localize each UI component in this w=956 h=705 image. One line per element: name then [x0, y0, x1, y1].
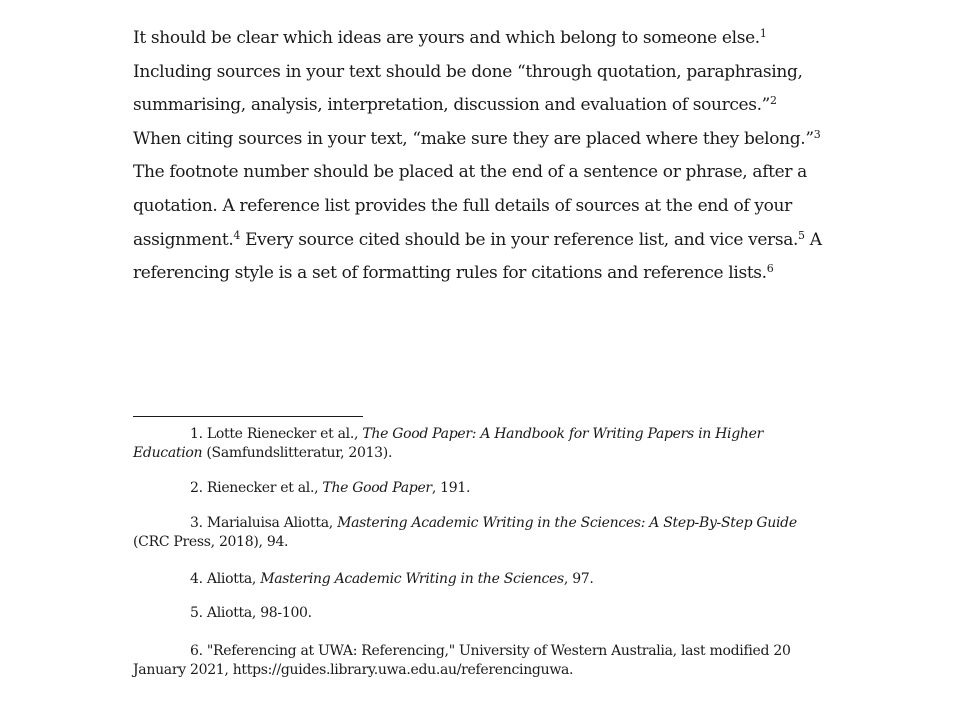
- footnote-title: Mastering Academic Writing in the Sciences: A Step-By-Step Guide: [337, 515, 797, 531]
- footnote-text: (CRC Press, 2018), 94.: [133, 534, 289, 550]
- footnote-2: [133, 479, 823, 498]
- sentence-2: Including sources in your text should be done “through quotation, paraphrasing, summarising, analysis, interpretation, discussion and evaluation of sources.”: [133, 61, 803, 116]
- footnote-ref-2[interactable]: 2: [770, 94, 777, 108]
- footnote-ref-4[interactable]: 4: [233, 228, 241, 242]
- footnote-ref-3[interactable]: 3: [813, 127, 821, 141]
- footnote-text: 2. Rienecker et al.,: [190, 480, 323, 496]
- footnote-text: 3. Marialuisa Aliotta,: [190, 515, 338, 531]
- sentence-6: A referencing style is a set of formatting rules for citations and reference lists.: [133, 229, 822, 284]
- footnote-ref-6[interactable]: 6: [766, 262, 774, 276]
- sentence-5: Every source cited should be in your reference list, and vice versa.: [240, 229, 799, 250]
- footnote-5: [133, 604, 823, 623]
- footnote-4: [133, 570, 823, 589]
- footnote-ref-5[interactable]: 5: [798, 228, 805, 242]
- body-paragraph: [133, 22, 823, 291]
- footnote-title: The Good Paper: A Handbook for Writing Papers in Higher Education: [133, 426, 763, 461]
- footnote-text: 6. "Referencing at UWA: Referencing," University of Western Australia, last modified 20 January 2021, https://guides.library.uwa.edu.au/referencinguwa.: [133, 643, 791, 678]
- footnote-text: , 191.: [431, 480, 471, 496]
- footnote-title: Mastering Academic Writing in the Sciences: [260, 571, 564, 587]
- sentence-3: When citing sources in your text, “make sure they are placed where they belong.”: [133, 128, 814, 149]
- footnote-text: , 97.: [563, 571, 594, 587]
- footnote-text: 5. Aliotta, 98-100.: [190, 605, 312, 621]
- footnote-ref-1[interactable]: 1: [759, 27, 767, 40]
- footnote-title: The Good Paper: [322, 480, 432, 496]
- sentence-1: It should be clear which ideas are yours and which belong to someone else.: [133, 28, 760, 48]
- footnote-6: [133, 642, 823, 680]
- footnote-3: [133, 514, 823, 552]
- footnote-text: 1. Lotte Rienecker et al.,: [190, 426, 363, 442]
- sentence-4: The footnote number should be placed at the end of a sentence or phrase, after a quotation. A reference list provides the full details of sources at the end of your assignment.: [133, 162, 807, 250]
- footnote-text: (Samfundslitteratur, 2013).: [202, 445, 393, 461]
- footnotes: [133, 425, 823, 680]
- footnote-text: 4. Aliotta,: [190, 571, 261, 587]
- footnote-separator: [133, 416, 363, 417]
- footnote-1: [133, 425, 823, 463]
